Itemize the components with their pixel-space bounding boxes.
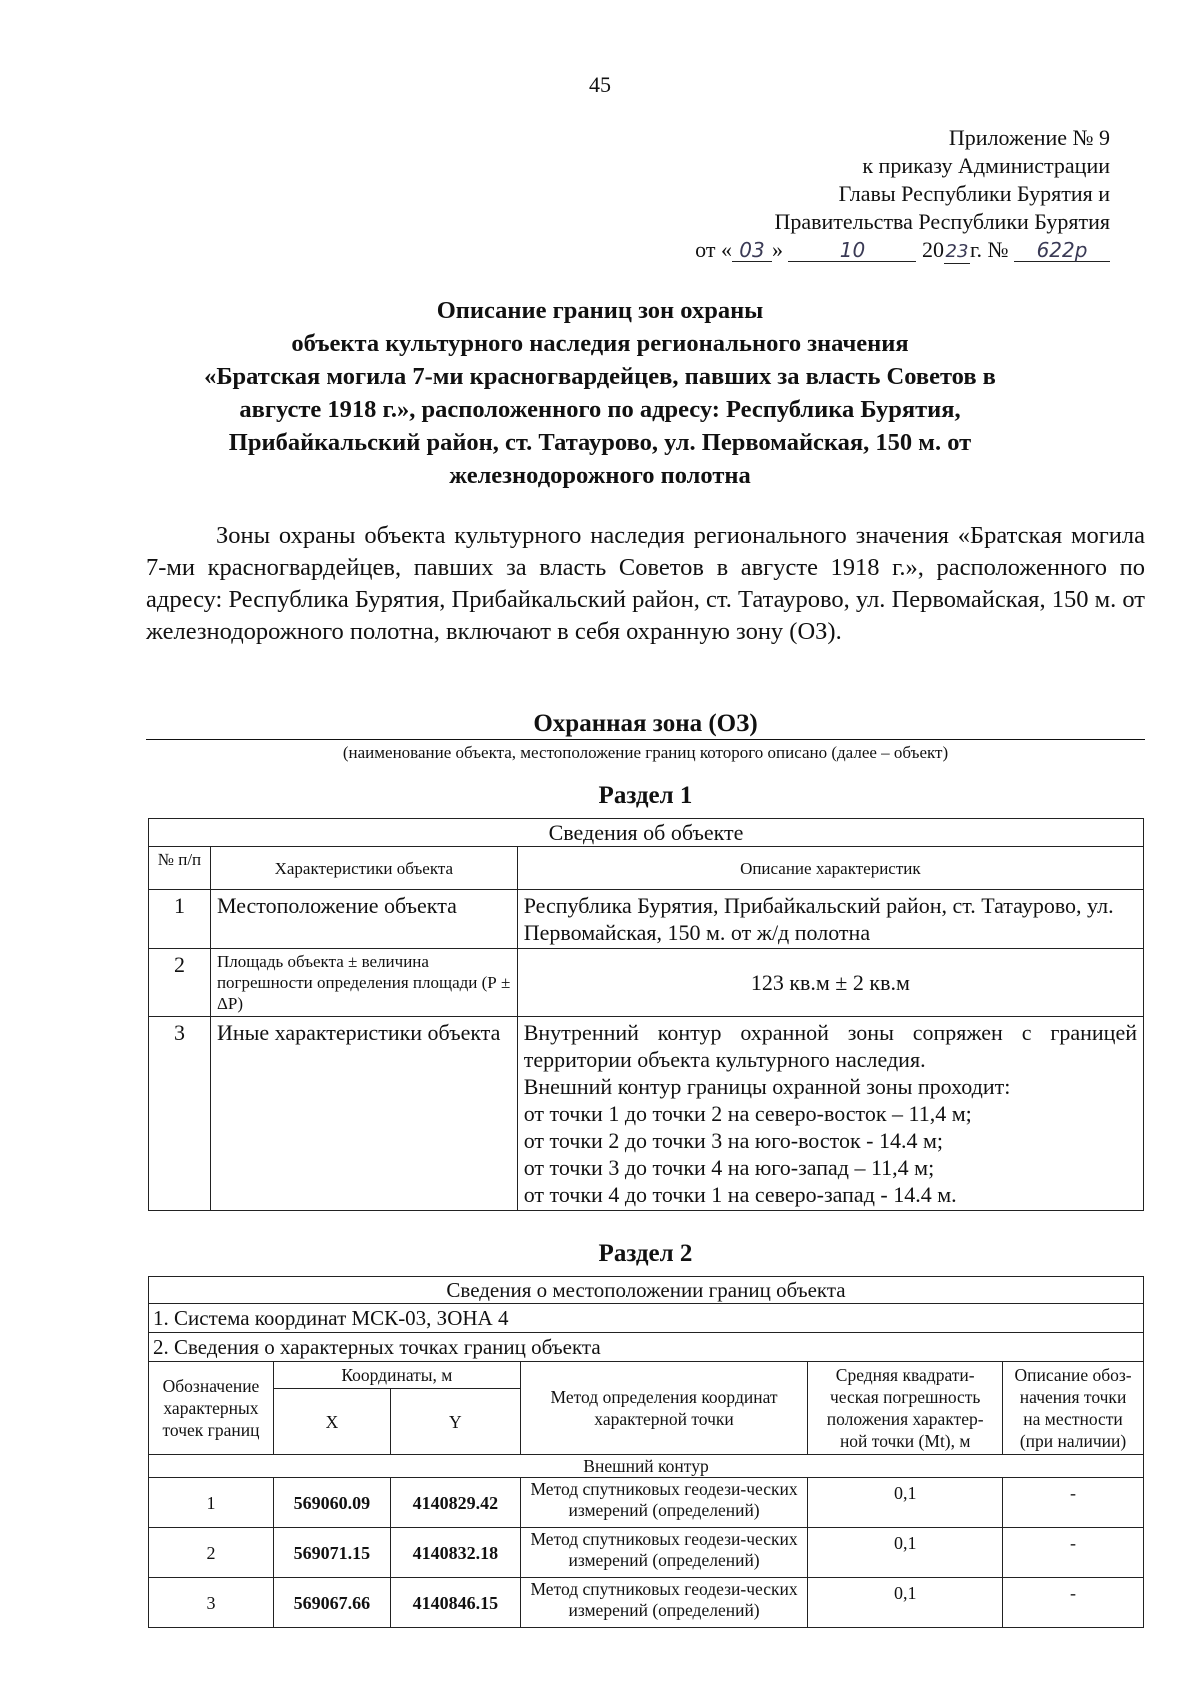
- point-y: 4140829.42: [390, 1478, 520, 1528]
- header-description: Описание характеристик: [517, 847, 1143, 890]
- page-number: 45: [589, 72, 611, 97]
- row-characteristic: Площадь объекта ± величина погрешности определения площади (Р ± ΔР): [210, 949, 517, 1017]
- point-method: Метод спутниковых геодези-ческих измерений (определений): [520, 1578, 808, 1628]
- table-row: [149, 949, 1144, 1017]
- point-x: 569060.09: [273, 1478, 390, 1528]
- doc-number-handwritten: 622р: [1014, 239, 1110, 262]
- description-line: от точки 3 до точки 4 на юго-запад – 11,4 м;: [523, 1155, 935, 1180]
- table-row: [149, 1578, 1144, 1628]
- title-line-3: «Братская могила 7-ми красногвардейцев, павших за власть Советов в: [204, 363, 996, 390]
- point-x: 569071.15: [273, 1528, 390, 1578]
- date-close: »: [771, 237, 783, 262]
- appendix-line-2: к приказу Администрации: [862, 153, 1110, 178]
- appendix-header: [695, 124, 1110, 264]
- header-y: Y: [390, 1389, 520, 1455]
- row-description: [517, 1017, 1143, 1211]
- section-1-title: Раздел 1: [598, 782, 693, 809]
- point-x: 569067.66: [273, 1578, 390, 1628]
- point-y: 4140832.18: [390, 1528, 520, 1578]
- table-row: [149, 1528, 1144, 1578]
- header-num: № п/п: [149, 847, 211, 890]
- date-prefix: от «: [695, 237, 732, 262]
- header-mt: Средняя квадрати-ческая погрешность положения характер-ной точки (Mt), м: [808, 1362, 1003, 1455]
- header-x: X: [273, 1389, 390, 1455]
- point-number: 2: [149, 1528, 274, 1578]
- intro-paragraph: Зоны охраны объекта культурного наследия регионального значения «Братская могила 7-ми красногвардейцев, павших за власть Советов в августе 1918 г.», расположенного по адресу: Республика Бурятия, Прибайкальский район, ст. Татаурово, ул. Первомайская, 150 м. от железнодорожного полотна, включают в себя охранную зону (ОЗ).: [146, 522, 1145, 645]
- row-num: 2: [149, 949, 211, 1017]
- row-characteristic: Иные характеристики объекта: [210, 1017, 517, 1211]
- title-line-1: Описание границ зон охраны: [436, 297, 764, 324]
- point-mt: 0,1: [808, 1578, 1003, 1628]
- point-desc: -: [1003, 1578, 1144, 1628]
- point-desc: -: [1003, 1528, 1144, 1578]
- points-caption: 2. Сведения о характерных точках границ объекта: [149, 1333, 1144, 1362]
- table-row: [149, 890, 1144, 949]
- section-2-title: Раздел 2: [598, 1240, 693, 1267]
- description-line: Внутренний контур охранной зоны сопряжен с границей территории объекта культурного наследия.: [523, 1020, 1137, 1072]
- appendix-line-1: Приложение № 9: [948, 125, 1110, 150]
- header-method: Метод определения координат характерной точки: [520, 1362, 808, 1455]
- title-line-5: Прибайкальский район, ст. Татаурово, ул. Первомайская, 150 м. от: [228, 429, 972, 456]
- boundary-points-table: [148, 1276, 1144, 1628]
- row-num: 3: [149, 1017, 211, 1211]
- header-designation: Обозначение характерных точек границ: [149, 1362, 274, 1455]
- boundary-caption: Сведения о местоположении границ объекта: [149, 1277, 1144, 1304]
- row-description: Республика Бурятия, Прибайкальский район, ст. Татаурово, ул. Первомайская, 150 м. от ж/д полотна: [517, 890, 1143, 949]
- description-line: Внешний контур границы охранной зоны проходит:: [523, 1074, 1011, 1099]
- point-number: 1: [149, 1478, 274, 1528]
- title-line-2: объекта культурного наследия регионального значения: [291, 330, 909, 357]
- description-line: от точки 2 до точки 3 на юго-восток - 14.4 м;: [523, 1128, 943, 1153]
- title-line-6: железнодорожного полотна: [449, 462, 751, 489]
- document-title: [150, 294, 1050, 492]
- table-row: [149, 1017, 1144, 1211]
- point-number: 3: [149, 1578, 274, 1628]
- point-mt: 0,1: [808, 1478, 1003, 1528]
- point-desc: -: [1003, 1478, 1144, 1528]
- row-characteristic: Местоположение объекта: [210, 890, 517, 949]
- year-prefix: 20: [921, 237, 944, 262]
- row-num: 1: [149, 890, 211, 949]
- coord-system: 1. Система координат МСК-03, ЗОНА 4: [149, 1304, 1144, 1333]
- point-y: 4140846.15: [390, 1578, 520, 1628]
- description-line: от точки 4 до точки 1 на северо-запад - 14.4 м.: [523, 1182, 957, 1207]
- zone-heading: Охранная зона (ОЗ): [146, 709, 1145, 740]
- number-label: г. №: [969, 237, 1009, 262]
- point-method: Метод спутниковых геодези-ческих измерений (определений): [520, 1478, 808, 1528]
- date-day-handwritten: 03: [732, 239, 772, 262]
- header-coords: Координаты, м: [273, 1362, 520, 1389]
- header-characteristic: Характеристики объекта: [210, 847, 517, 890]
- object-info-caption: Сведения об объекте: [149, 819, 1144, 847]
- year-suffix-handwritten: 23: [945, 241, 969, 262]
- appendix-line-4: Правительства Республики Бурятия: [774, 209, 1110, 234]
- description-line: от точки 1 до точки 2 на северо-восток – 11,4 м;: [523, 1101, 972, 1126]
- point-mt: 0,1: [808, 1528, 1003, 1578]
- outer-contour-label: Внешний контур: [149, 1455, 1144, 1478]
- appendix-line-3: Главы Республики Бурятия и: [838, 181, 1110, 206]
- header-point-desc: Описание обоз-начения точки на местности (при наличии): [1003, 1362, 1144, 1455]
- table-row: [149, 1478, 1144, 1528]
- zone-note: (наименование объекта, местоположение границ которого описано (далее – объект): [342, 743, 949, 762]
- title-line-4: августе 1918 г.», расположенного по адресу: Республика Бурятия,: [239, 396, 961, 423]
- appendix-date-line: [695, 236, 1110, 264]
- point-method: Метод спутниковых геодези-ческих измерений (определений): [520, 1528, 808, 1578]
- date-month-handwritten: 10: [788, 239, 916, 262]
- row-description: 123 кв.м ± 2 кв.м: [517, 949, 1143, 1017]
- object-info-table: [148, 818, 1144, 1211]
